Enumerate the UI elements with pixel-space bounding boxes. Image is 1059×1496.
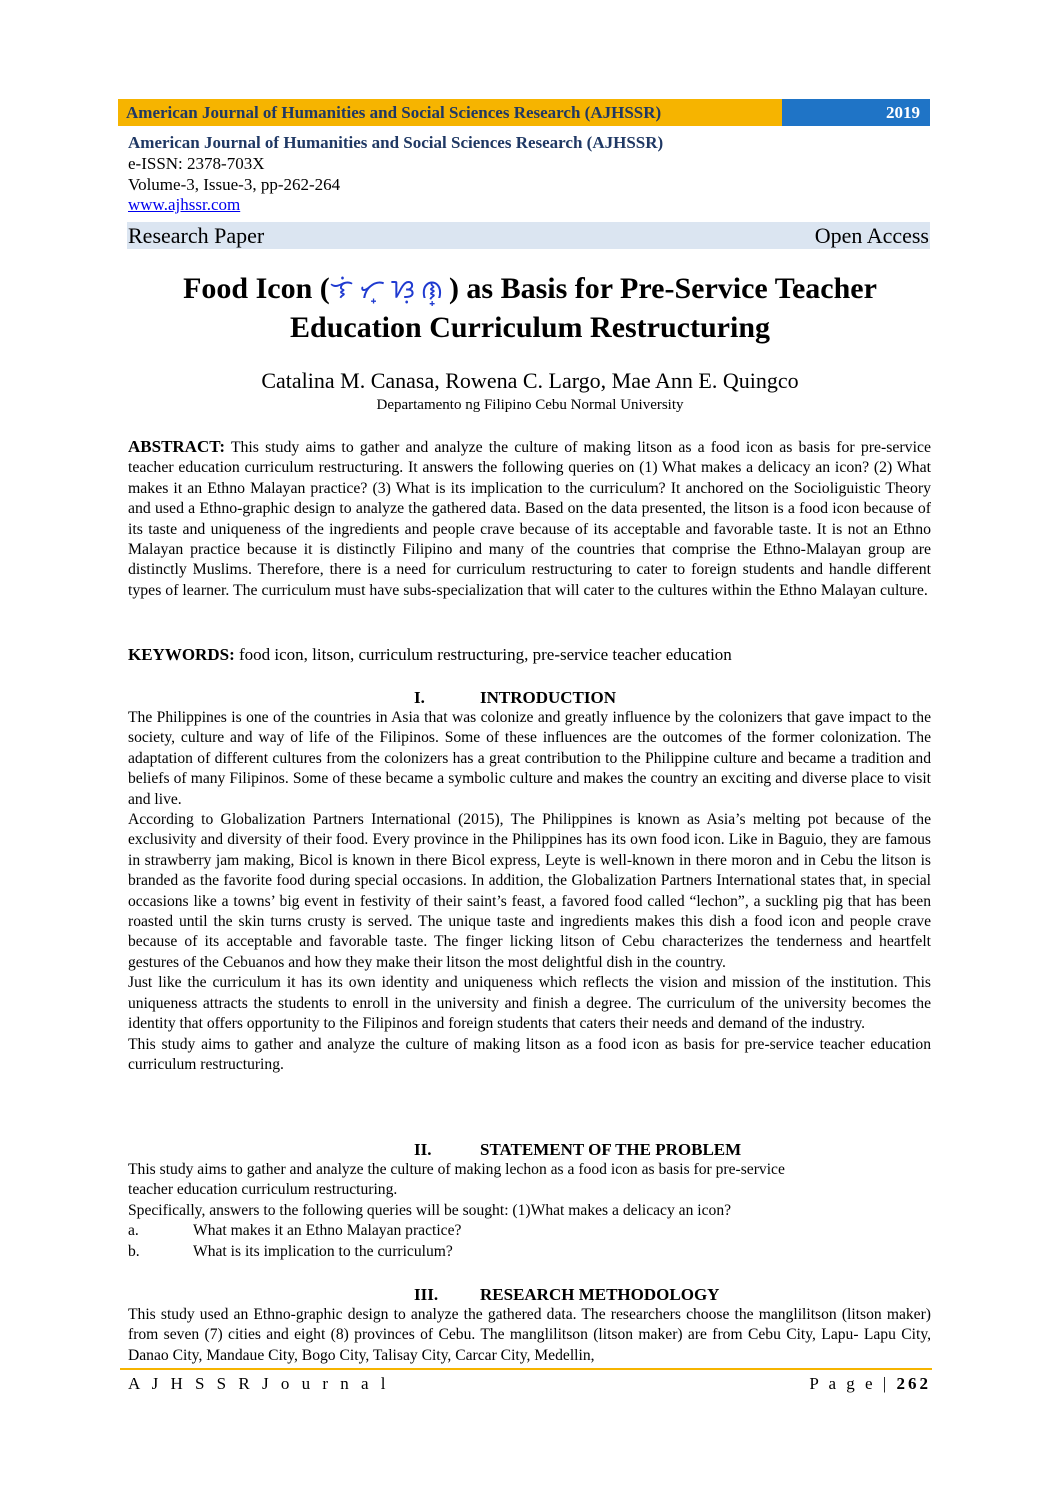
- methodology-body: [128, 1305, 931, 1366]
- section-number: II.: [414, 1140, 432, 1159]
- baybayin-script: ᜎᜒᜆ᜔ᜐᜓᜈ᜔: [329, 275, 449, 305]
- abstract-text: This study aims to gather and analyze the culture of making litson as a food icon as basis for pre-service teacher education curriculum restructuring. It answers the following queries on (1) What makes a delicacy an icon? (2) What makes it an Ethno Malayan practice? (3) What is its implication to the curriculum? It anchored on the Socioliguistic Theory and used a Ethno-graphic design to analyze the gathered data. Based on the data presented, the litson is a food icon because of its taste and uniqueness of the ingredients and people crave because of its acceptable and favorable taste. It is not an Ethno Malayan practice because it is distinctly Filipino and many of the countries that comprise the Ethno-Malayan group are distinctly Muslims. Therefore, there is a need for curriculum restructuring to cater to foreign students and handle different types of learner. The curriculum must have subs-specialization that will cater to the cultures within the Ethno Malayan culture.: [128, 439, 931, 599]
- page-label: P a g e: [809, 1374, 876, 1393]
- top-bar-journal-name: American Journal of Humanities and Social Sciences Research (AJHSSR): [118, 99, 782, 126]
- journal-header: [128, 132, 928, 215]
- footer-page: P a g e | 262: [809, 1374, 931, 1393]
- abstract: [128, 437, 931, 601]
- paragraph: The Philippines is one of the countries in Asia that was colonize and greatly influence by the colonizers that gave impact to the society, culture and way of life of the Filipinos. Some of these influences are the outcomes of the former colonization. The adaptation of different cultures from the colonizers has a great contribution to the Philippine culture and became a tradition and beliefs of many Filipinos. Some of these became a symbolic culture and makes the country an exciting and diverse place to visit and live.: [128, 709, 931, 808]
- paragraph: teacher education curriculum restructuring.: [128, 1181, 398, 1199]
- open-access-label: Open Access: [814, 223, 929, 248]
- authors: Catalina M. Canasa, Rowena C. Largo, Mae Ann E. Quingco: [261, 368, 799, 393]
- journal-top-bar: [118, 99, 930, 126]
- paper-title: [110, 270, 950, 346]
- journal-name: American Journal of Humanities and Social Sciences Research (AJHSSR): [128, 133, 664, 152]
- affiliation: Departamento ng Filipino Cebu Normal University: [376, 397, 684, 413]
- issn: e-ISSN: 2378-703X: [128, 154, 265, 173]
- abstract-label: ABSTRACT:: [128, 437, 225, 456]
- keywords-text: food icon, litson, curriculum restructuring, pre-service teacher education: [234, 645, 732, 664]
- volume-issue: Volume-3, Issue-3, pp-262-264: [128, 175, 341, 194]
- section-number: III.: [414, 1285, 439, 1304]
- paragraph: Just like the curriculum it has its own identity and uniqueness which reflects the vision and mission of the institution. This uniqueness attracts the students to enroll in the university and finish a degree. The curriculum of the university becomes the identity that offers opportunity to the Filipinos and foreign students that caters their needs and demand of the industry.: [128, 974, 931, 1033]
- page-number: 262: [896, 1374, 931, 1393]
- introduction-body: [128, 708, 931, 1075]
- list-marker: b.: [128, 1242, 140, 1260]
- list-marker: a.: [128, 1222, 139, 1240]
- page-footer: [128, 1374, 931, 1394]
- top-bar-year: 2019: [782, 99, 930, 126]
- paper-type-label: Research Paper: [128, 223, 265, 248]
- journal-website-link[interactable]: www.ajhssr.com: [128, 195, 241, 214]
- keywords: [128, 645, 931, 665]
- paragraph: This study used an Ethno-graphic design to analyze the gathered data. The researchers choose the manglilitson (litson maker) from seven (7) cities and eight (8) provinces of Cebu. The manglilitson (litson maker) are from Cebu City, Lapu- Lapu City, Danao City, Mandaue City, Bogo City, Talisay City, Carcar City, Medellin,: [128, 1306, 931, 1364]
- section-title: RESEARCH METHODOLOGY: [480, 1285, 720, 1304]
- section-title: INTRODUCTION: [480, 688, 617, 707]
- section-number: I.: [414, 688, 425, 707]
- footer-divider: [120, 1368, 932, 1370]
- paper-type-bar: [127, 222, 930, 249]
- paragraph: Specifically, answers to the following queries will be sought: (1)What makes a delicacy an icon?: [128, 1201, 732, 1219]
- list-text: What makes it an Ethno Malayan practice?: [193, 1222, 462, 1240]
- paragraph: According to Globalization Partners International (2015), The Philippines is known as Asia’s melting pot because of the exclusivity and diversity of their food. Every province in the Philippines has its own food icon. Like in Baguio, they are famous in strawberry jam making, Bicol is known in there Bicol express, Leyte is well-known in there moron and in Cebu the litson is branded as the favorite food during special occasions. In addition, the Globalization Partners International states that, in special occasions like a towns’ big event in festivity of their saint’s feast, a favored food called “lechon”, a suckling pig that has been roasted until the skin turns crusty is served. The unique taste and ingredients makes this dish a food icon and people crave because of its acceptable and favorable taste. The finger licking litson of Cebu characterizes the tenderness and heartfelt gestures of the Cebuanos and how they make their litson the most delightful dish in the country.: [128, 811, 931, 971]
- footer-journal: A J H S S R J o u r n a l: [128, 1374, 390, 1393]
- title-line-1: Food Icon (ᜎᜒᜆ᜔ᜐᜓᜈ᜔) as Basis for Pre-Service Teacher: [183, 272, 877, 305]
- problem-body: [128, 1160, 931, 1262]
- keywords-label: KEYWORDS:: [128, 645, 235, 664]
- paragraph: This study aims to gather and analyze the culture of making lechon as a food icon as basis for pre-service: [128, 1161, 785, 1178]
- list-item: [128, 1242, 931, 1262]
- list-item: [128, 1221, 931, 1241]
- paragraph: This study aims to gather and analyze the culture of making litson as a food icon as basis for pre-service teacher education curriculum restructuring.: [128, 1035, 931, 1073]
- title-line-2: Education Curriculum Restructuring: [290, 311, 770, 344]
- section-title: STATEMENT OF THE PROBLEM: [480, 1140, 742, 1159]
- list-text: What is its implication to the curriculum?: [193, 1242, 453, 1260]
